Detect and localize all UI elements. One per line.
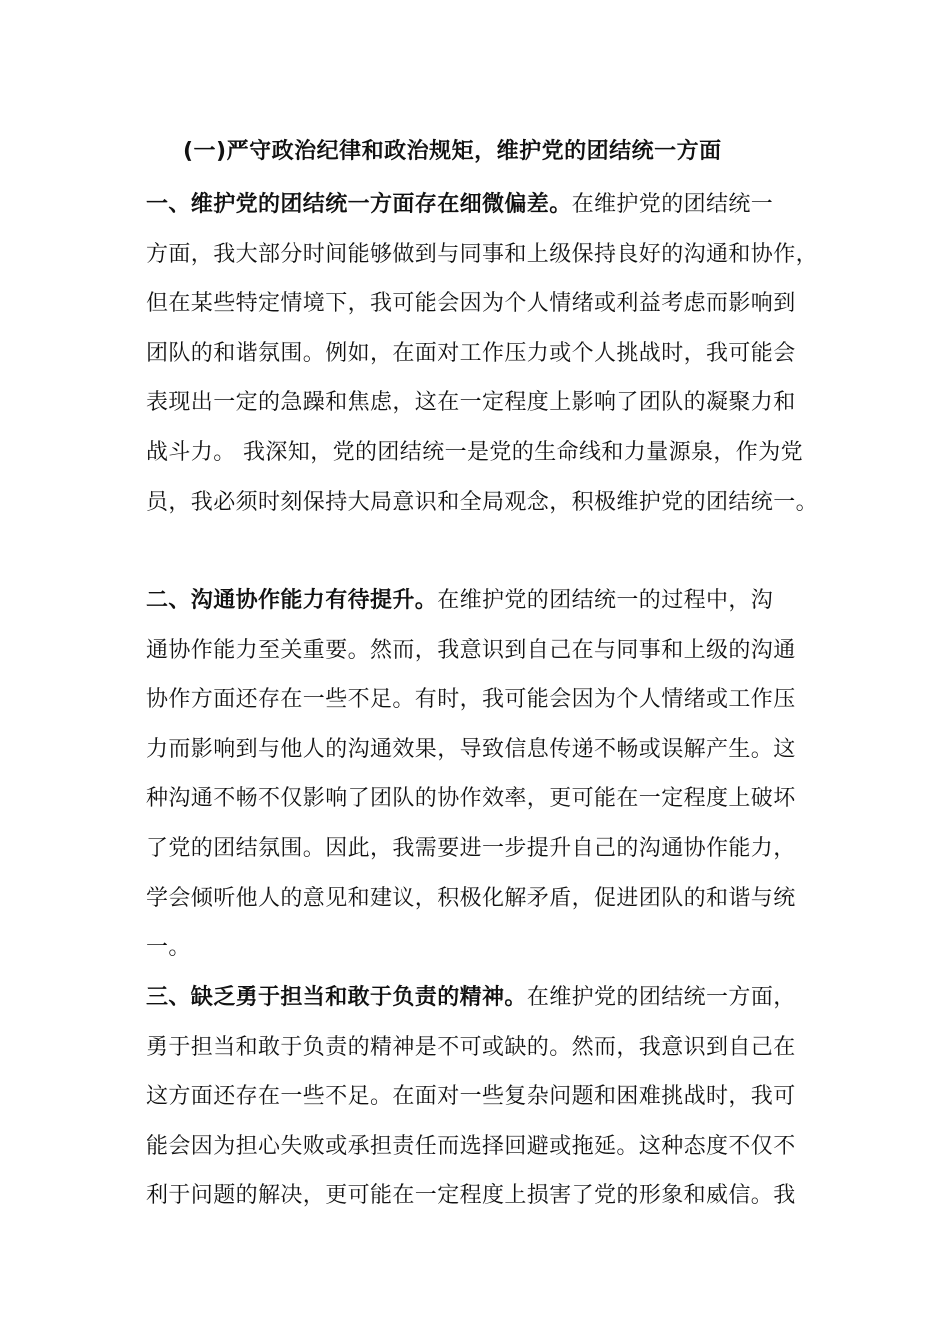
paragraph-text: 在维护党的团结统一方面，	[526, 985, 796, 1010]
paragraph-line: 协作方面还存在一些不足。有时，我可能会因为个人情绪或工作压	[146, 687, 796, 713]
paragraph-line	[146, 180, 826, 230]
paragraph-line: 团队的和谐氛围。例如，在面对工作压力或个人挑战时，我可能会	[146, 340, 796, 366]
paragraph-line: 通协作能力至关重要。然而，我意识到自己在与同事和上级的沟通	[146, 637, 796, 663]
paragraph-1	[146, 180, 826, 527]
paragraph-line: 表现出一定的急躁和焦虑，这在一定程度上影响了团队的凝聚力和	[146, 390, 796, 416]
paragraph-3	[146, 973, 826, 1221]
paragraph-line: 员，我必须时刻保持大局意识和全局观念，积极维护党的团结统一。	[146, 489, 819, 515]
paragraph-text: 在维护党的团结统一	[571, 192, 774, 217]
paragraph-line	[146, 973, 826, 1023]
paragraph-text: 在维护党的团结统一的过程中，沟	[437, 588, 774, 613]
paragraph-line: 力而影响到与他人的沟通效果，导致信息传递不畅或误解产生。这	[146, 736, 796, 762]
paragraph-line: 利于问题的解决，更可能在一定程度上损害了党的形象和威信。我	[146, 1183, 796, 1209]
paragraph-line: 学会倾听他人的意见和建议，积极化解矛盾，促进团队的和谐与统	[146, 885, 796, 911]
paragraph-line: 勇于担当和敢于负责的精神是不可或缺的。然而，我意识到自己在	[146, 1034, 796, 1060]
paragraph-lead: 三、缺乏勇于担当和敢于负责的精神。	[146, 985, 527, 1010]
paragraph-line: 一。	[146, 935, 191, 961]
paragraph-2	[146, 576, 826, 973]
paragraph-line: 这方面还存在一些不足。在面对一些复杂问题和困难挑战时，我可	[146, 1084, 796, 1110]
paragraph-lead: 二、沟通协作能力有待提升。	[146, 588, 438, 613]
paragraph-line: 方面，我大部分时间能够做到与同事和上级保持良好的沟通和协作，	[146, 241, 819, 267]
paragraph-line: 战斗力。 我深知，党的团结统一是党的生命线和力量源泉，作为党	[146, 439, 803, 465]
section-heading: (一)严守政治纪律和政治规矩，维护党的团结统一方面	[183, 139, 722, 164]
paragraph-line: 了党的团结氛围。因此，我需要进一步提升自己的沟通协作能力，	[146, 835, 796, 861]
paragraph-lead: 一、维护党的团结统一方面存在细微偏差。	[146, 192, 572, 217]
paragraph-line: 能会因为担心失败或承担责任而选择回避或拖延。这种态度不仅不	[146, 1133, 796, 1159]
paragraph-line: 但在某些特定情境下，我可能会因为个人情绪或利益考虑而影响到	[146, 291, 796, 317]
paragraph-line: 种沟通不畅不仅影响了团队的协作效率，更可能在一定程度上破坏	[146, 786, 796, 812]
paragraph-line	[146, 576, 826, 626]
